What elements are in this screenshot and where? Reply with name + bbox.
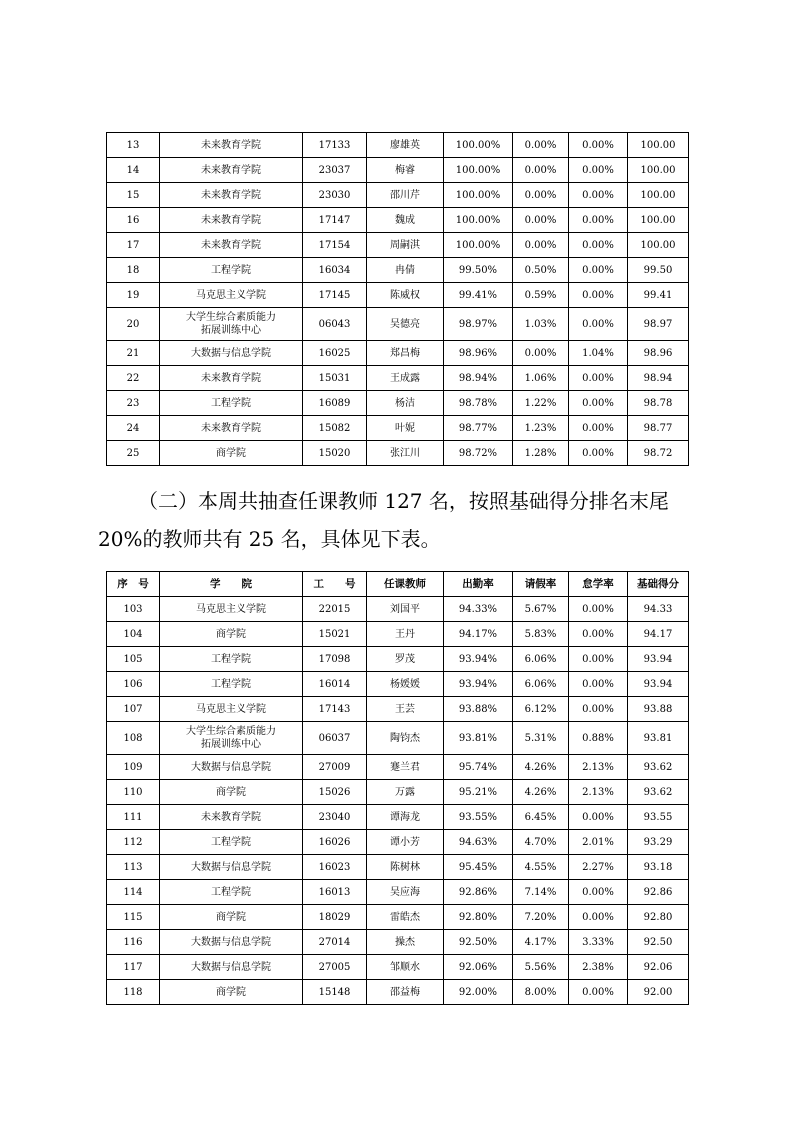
absence-rate-cell: 0.00% <box>569 158 628 183</box>
table-row <box>107 283 689 308</box>
base-score-cell: 98.72 <box>628 441 689 466</box>
table-row <box>107 416 689 441</box>
staff-id-cell: 15020 <box>303 441 367 466</box>
college-cell: 商学院 <box>160 622 303 647</box>
seq-cell: 110 <box>107 780 160 805</box>
base-score-cell: 92.00 <box>628 980 689 1005</box>
base-score-cell: 99.50 <box>628 258 689 283</box>
seq-cell: 111 <box>107 805 160 830</box>
attendance-table-top <box>106 132 689 466</box>
attendance-rate-cell: 95.45% <box>444 855 513 880</box>
teacher-cell: 邵川芹 <box>367 183 444 208</box>
attendance-rate-cell: 93.81% <box>444 722 513 755</box>
staff-id-cell: 16034 <box>303 258 367 283</box>
attendance-rate-cell: 100.00% <box>444 133 513 158</box>
table-row <box>107 183 689 208</box>
leave-rate-cell: 4.26% <box>513 755 569 780</box>
leave-rate-cell: 6.06% <box>513 647 569 672</box>
attendance-rate-cell: 98.72% <box>444 441 513 466</box>
staff-id-cell: 17133 <box>303 133 367 158</box>
table-row <box>107 647 689 672</box>
seq-cell: 104 <box>107 622 160 647</box>
attendance-rate-cell: 93.55% <box>444 805 513 830</box>
teacher-cell: 陈威权 <box>367 283 444 308</box>
seq-cell: 109 <box>107 755 160 780</box>
staff-id-cell: 27014 <box>303 930 367 955</box>
absence-rate-cell: 2.38% <box>569 955 628 980</box>
table-row <box>107 597 689 622</box>
seq-cell: 107 <box>107 697 160 722</box>
seq-cell: 112 <box>107 830 160 855</box>
teacher-cell: 邹顺水 <box>367 955 444 980</box>
base-score-cell: 98.77 <box>628 416 689 441</box>
staff-id-cell: 22015 <box>303 597 367 622</box>
staff-id-cell: 23030 <box>303 183 367 208</box>
staff-id-cell: 18029 <box>303 905 367 930</box>
teacher-cell: 廖雄英 <box>367 133 444 158</box>
attendance-rate-cell: 92.00% <box>444 980 513 1005</box>
teacher-cell: 陈树林 <box>367 855 444 880</box>
seq-cell: 105 <box>107 647 160 672</box>
leave-rate-cell: 0.00% <box>513 208 569 233</box>
staff-id-cell: 17154 <box>303 233 367 258</box>
table-row <box>107 880 689 905</box>
absence-rate-cell: 0.00% <box>569 672 628 697</box>
seq-cell: 118 <box>107 980 160 1005</box>
teacher-cell: 张江川 <box>367 441 444 466</box>
leave-rate-cell: 0.00% <box>513 183 569 208</box>
staff-id-cell: 16089 <box>303 391 367 416</box>
college-cell: 马克思主义学院 <box>160 697 303 722</box>
staff-id-cell: 23040 <box>303 805 367 830</box>
base-score-cell: 93.94 <box>628 647 689 672</box>
attendance-rate-cell: 92.86% <box>444 880 513 905</box>
leave-rate-cell: 1.23% <box>513 416 569 441</box>
table-row <box>107 672 689 697</box>
seq-cell: 19 <box>107 283 160 308</box>
base-score-cell: 92.80 <box>628 905 689 930</box>
seq-cell: 14 <box>107 158 160 183</box>
seq-cell: 24 <box>107 416 160 441</box>
leave-rate-cell: 6.06% <box>513 672 569 697</box>
attendance-rate-cell: 98.78% <box>444 391 513 416</box>
college-cell: 大数据与信息学院 <box>160 341 303 366</box>
staff-id-cell: 17143 <box>303 697 367 722</box>
college-cell: 工程学院 <box>160 880 303 905</box>
leave-rate-cell: 1.28% <box>513 441 569 466</box>
college-cell: 大数据与信息学院 <box>160 755 303 780</box>
teacher-cell: 雷皓杰 <box>367 905 444 930</box>
leave-rate-cell: 1.06% <box>513 366 569 391</box>
absence-rate-cell: 0.00% <box>569 233 628 258</box>
base-score-cell: 94.33 <box>628 597 689 622</box>
base-score-cell: 93.18 <box>628 855 689 880</box>
absence-rate-cell: 0.00% <box>569 697 628 722</box>
absence-rate-cell: 0.00% <box>569 647 628 672</box>
college-cell: 工程学院 <box>160 672 303 697</box>
teacher-cell: 刘国平 <box>367 597 444 622</box>
college-cell: 大数据与信息学院 <box>160 930 303 955</box>
teacher-cell: 冉倩 <box>367 258 444 283</box>
leave-rate-cell: 1.22% <box>513 391 569 416</box>
attendance-rate-cell: 92.06% <box>444 955 513 980</box>
college-cell: 商学院 <box>160 980 303 1005</box>
leave-rate-cell: 6.12% <box>513 697 569 722</box>
table-row <box>107 341 689 366</box>
staff-id-cell: 27005 <box>303 955 367 980</box>
absence-rate-cell: 0.00% <box>569 283 628 308</box>
header-attendance-rate: 出勤率 <box>444 572 513 597</box>
seq-cell: 22 <box>107 366 160 391</box>
staff-id-cell: 06043 <box>303 308 367 341</box>
seq-cell: 18 <box>107 258 160 283</box>
teacher-cell: 操杰 <box>367 930 444 955</box>
absence-rate-cell: 0.00% <box>569 258 628 283</box>
teacher-cell: 万露 <box>367 780 444 805</box>
college-cell: 未来教育学院 <box>160 805 303 830</box>
absence-rate-cell: 2.01% <box>569 830 628 855</box>
leave-rate-cell: 1.03% <box>513 308 569 341</box>
leave-rate-cell: 0.50% <box>513 258 569 283</box>
leave-rate-cell: 4.55% <box>513 855 569 880</box>
absence-rate-cell: 1.04% <box>569 341 628 366</box>
teacher-cell: 吴德亮 <box>367 308 444 341</box>
base-score-cell: 93.29 <box>628 830 689 855</box>
college-cell: 大数据与信息学院 <box>160 955 303 980</box>
table-row <box>107 366 689 391</box>
college-cell: 未来教育学院 <box>160 133 303 158</box>
college-cell: 未来教育学院 <box>160 208 303 233</box>
table-row <box>107 780 689 805</box>
seq-cell: 13 <box>107 133 160 158</box>
teacher-cell: 周嗣淇 <box>367 233 444 258</box>
college-cell: 未来教育学院 <box>160 158 303 183</box>
attendance-rate-cell: 98.97% <box>444 308 513 341</box>
teacher-cell: 谭海龙 <box>367 805 444 830</box>
table-row <box>107 622 689 647</box>
table-header-row <box>107 572 689 597</box>
attendance-rate-cell: 93.88% <box>444 697 513 722</box>
seq-cell: 115 <box>107 905 160 930</box>
table-row <box>107 208 689 233</box>
attendance-rate-cell: 100.00% <box>444 158 513 183</box>
leave-rate-cell: 5.67% <box>513 597 569 622</box>
absence-rate-cell: 0.00% <box>569 905 628 930</box>
attendance-rate-cell: 100.00% <box>444 233 513 258</box>
teacher-cell: 王芸 <box>367 697 444 722</box>
college-cell: 大学生综合素质能力 拓展训练中心 <box>160 722 303 755</box>
absence-rate-cell: 0.00% <box>569 366 628 391</box>
table-row <box>107 441 689 466</box>
leave-rate-cell: 0.00% <box>513 233 569 258</box>
leave-rate-cell: 8.00% <box>513 980 569 1005</box>
attendance-rate-cell: 99.41% <box>444 283 513 308</box>
leave-rate-cell: 4.70% <box>513 830 569 855</box>
college-cell: 未来教育学院 <box>160 366 303 391</box>
seq-cell: 25 <box>107 441 160 466</box>
header-leave-rate: 请假率 <box>513 572 569 597</box>
college-cell: 未来教育学院 <box>160 416 303 441</box>
staff-id-cell: 16026 <box>303 830 367 855</box>
base-score-cell: 98.94 <box>628 366 689 391</box>
attendance-rate-cell: 95.74% <box>444 755 513 780</box>
base-score-cell: 93.94 <box>628 672 689 697</box>
table-row <box>107 722 689 755</box>
base-score-cell: 99.41 <box>628 283 689 308</box>
attendance-rate-cell: 98.94% <box>444 366 513 391</box>
absence-rate-cell: 0.00% <box>569 208 628 233</box>
absence-rate-cell: 2.13% <box>569 755 628 780</box>
absence-rate-cell: 0.00% <box>569 183 628 208</box>
header-seq: 序 号 <box>107 572 160 597</box>
header-absence-rate: 怠学率 <box>569 572 628 597</box>
attendance-rate-cell: 94.17% <box>444 622 513 647</box>
table-row <box>107 755 689 780</box>
leave-rate-cell: 0.00% <box>513 158 569 183</box>
staff-id-cell: 16014 <box>303 672 367 697</box>
seq-cell: 113 <box>107 855 160 880</box>
leave-rate-cell: 0.00% <box>513 133 569 158</box>
base-score-cell: 98.78 <box>628 391 689 416</box>
staff-id-cell: 15082 <box>303 416 367 441</box>
table-row <box>107 980 689 1005</box>
absence-rate-cell: 0.00% <box>569 880 628 905</box>
leave-rate-cell: 0.00% <box>513 341 569 366</box>
teacher-cell: 梅睿 <box>367 158 444 183</box>
attendance-rate-cell: 93.94% <box>444 647 513 672</box>
leave-rate-cell: 6.45% <box>513 805 569 830</box>
seq-cell: 17 <box>107 233 160 258</box>
college-cell: 工程学院 <box>160 830 303 855</box>
staff-id-cell: 15031 <box>303 366 367 391</box>
table-row <box>107 930 689 955</box>
teacher-cell: 王成露 <box>367 366 444 391</box>
attendance-rate-cell: 93.94% <box>444 672 513 697</box>
college-cell: 商学院 <box>160 905 303 930</box>
base-score-cell: 100.00 <box>628 208 689 233</box>
summary-line-2: 20%的教师共有 25 名，具体见下表。 <box>98 527 441 551</box>
staff-id-cell: 17098 <box>303 647 367 672</box>
seq-cell: 103 <box>107 597 160 622</box>
teacher-cell: 谭小芳 <box>367 830 444 855</box>
table-row <box>107 955 689 980</box>
staff-id-cell: 15148 <box>303 980 367 1005</box>
leave-rate-cell: 0.59% <box>513 283 569 308</box>
seq-cell: 108 <box>107 722 160 755</box>
absence-rate-cell: 0.00% <box>569 597 628 622</box>
base-score-cell: 94.17 <box>628 622 689 647</box>
college-cell: 未来教育学院 <box>160 233 303 258</box>
absence-rate-cell: 0.00% <box>569 622 628 647</box>
teacher-cell: 王丹 <box>367 622 444 647</box>
teacher-cell: 罗茂 <box>367 647 444 672</box>
attendance-rate-cell: 95.21% <box>444 780 513 805</box>
summary-paragraph <box>98 482 698 558</box>
table-row <box>107 805 689 830</box>
leave-rate-cell: 7.14% <box>513 880 569 905</box>
staff-id-cell: 16023 <box>303 855 367 880</box>
absence-rate-cell: 0.00% <box>569 416 628 441</box>
header-base-score: 基础得分 <box>628 572 689 597</box>
staff-id-cell: 27009 <box>303 755 367 780</box>
college-cell: 马克思主义学院 <box>160 283 303 308</box>
college-cell: 工程学院 <box>160 391 303 416</box>
base-score-cell: 93.81 <box>628 722 689 755</box>
seq-cell: 20 <box>107 308 160 341</box>
seq-cell: 23 <box>107 391 160 416</box>
absence-rate-cell: 0.88% <box>569 722 628 755</box>
base-score-cell: 100.00 <box>628 133 689 158</box>
attendance-rate-cell: 98.77% <box>444 416 513 441</box>
teacher-cell: 吴应海 <box>367 880 444 905</box>
attendance-rate-cell: 100.00% <box>444 208 513 233</box>
staff-id-cell: 06037 <box>303 722 367 755</box>
staff-id-cell: 15026 <box>303 780 367 805</box>
table-row <box>107 905 689 930</box>
base-score-cell: 92.50 <box>628 930 689 955</box>
seq-cell: 15 <box>107 183 160 208</box>
base-score-cell: 92.06 <box>628 955 689 980</box>
base-score-cell: 93.88 <box>628 697 689 722</box>
base-score-cell: 98.97 <box>628 308 689 341</box>
seq-cell: 16 <box>107 208 160 233</box>
absence-rate-cell: 2.13% <box>569 780 628 805</box>
table-row <box>107 258 689 283</box>
attendance-rate-cell: 94.63% <box>444 830 513 855</box>
seq-cell: 21 <box>107 341 160 366</box>
college-cell: 商学院 <box>160 441 303 466</box>
leave-rate-cell: 7.20% <box>513 905 569 930</box>
header-teacher: 任课教师 <box>367 572 444 597</box>
staff-id-cell: 23037 <box>303 158 367 183</box>
seq-cell: 117 <box>107 955 160 980</box>
base-score-cell: 93.62 <box>628 755 689 780</box>
leave-rate-cell: 5.83% <box>513 622 569 647</box>
leave-rate-cell: 4.17% <box>513 930 569 955</box>
table-row <box>107 308 689 341</box>
table-row <box>107 391 689 416</box>
teacher-cell: 蹇兰君 <box>367 755 444 780</box>
college-cell: 商学院 <box>160 780 303 805</box>
teacher-cell: 魏成 <box>367 208 444 233</box>
teacher-cell: 邵益梅 <box>367 980 444 1005</box>
teacher-cell: 杨洁 <box>367 391 444 416</box>
staff-id-cell: 16025 <box>303 341 367 366</box>
base-score-cell: 100.00 <box>628 158 689 183</box>
base-score-cell: 92.86 <box>628 880 689 905</box>
attendance-rate-cell: 92.50% <box>444 930 513 955</box>
table-row <box>107 233 689 258</box>
absence-rate-cell: 0.00% <box>569 805 628 830</box>
table-row <box>107 855 689 880</box>
absence-rate-cell: 0.00% <box>569 980 628 1005</box>
absence-rate-cell: 0.00% <box>569 133 628 158</box>
table-row <box>107 830 689 855</box>
header-college: 学 院 <box>160 572 303 597</box>
teacher-cell: 叶妮 <box>367 416 444 441</box>
college-cell: 未来教育学院 <box>160 183 303 208</box>
attendance-rate-cell: 99.50% <box>444 258 513 283</box>
leave-rate-cell: 4.26% <box>513 780 569 805</box>
teacher-cell: 杨媛媛 <box>367 672 444 697</box>
leave-rate-cell: 5.56% <box>513 955 569 980</box>
seq-cell: 116 <box>107 930 160 955</box>
college-cell: 工程学院 <box>160 258 303 283</box>
table-row <box>107 133 689 158</box>
seq-cell: 114 <box>107 880 160 905</box>
staff-id-cell: 17145 <box>303 283 367 308</box>
header-staff-id: 工 号 <box>303 572 367 597</box>
base-score-cell: 98.96 <box>628 341 689 366</box>
leave-rate-cell: 5.31% <box>513 722 569 755</box>
summary-line-1: （二）本周共抽查任课教师 127 名，按照基础得分排名末尾 <box>138 489 669 513</box>
staff-id-cell: 15021 <box>303 622 367 647</box>
staff-id-cell: 17147 <box>303 208 367 233</box>
attendance-rate-cell: 100.00% <box>444 183 513 208</box>
attendance-rate-cell: 94.33% <box>444 597 513 622</box>
absence-rate-cell: 0.00% <box>569 441 628 466</box>
base-score-cell: 100.00 <box>628 233 689 258</box>
seq-cell: 106 <box>107 672 160 697</box>
college-cell: 工程学院 <box>160 647 303 672</box>
attendance-rate-cell: 98.96% <box>444 341 513 366</box>
teacher-cell: 郑昌梅 <box>367 341 444 366</box>
attendance-rate-cell: 92.80% <box>444 905 513 930</box>
table-row <box>107 697 689 722</box>
staff-id-cell: 16013 <box>303 880 367 905</box>
teacher-cell: 陶钧杰 <box>367 722 444 755</box>
college-cell: 马克思主义学院 <box>160 597 303 622</box>
bottom-20-percent-table <box>106 571 689 1005</box>
base-score-cell: 93.55 <box>628 805 689 830</box>
table-row <box>107 158 689 183</box>
college-cell: 大数据与信息学院 <box>160 855 303 880</box>
absence-rate-cell: 0.00% <box>569 391 628 416</box>
college-cell: 大学生综合素质能力 拓展训练中心 <box>160 308 303 341</box>
base-score-cell: 93.62 <box>628 780 689 805</box>
absence-rate-cell: 0.00% <box>569 308 628 341</box>
absence-rate-cell: 3.33% <box>569 930 628 955</box>
absence-rate-cell: 2.27% <box>569 855 628 880</box>
base-score-cell: 100.00 <box>628 183 689 208</box>
